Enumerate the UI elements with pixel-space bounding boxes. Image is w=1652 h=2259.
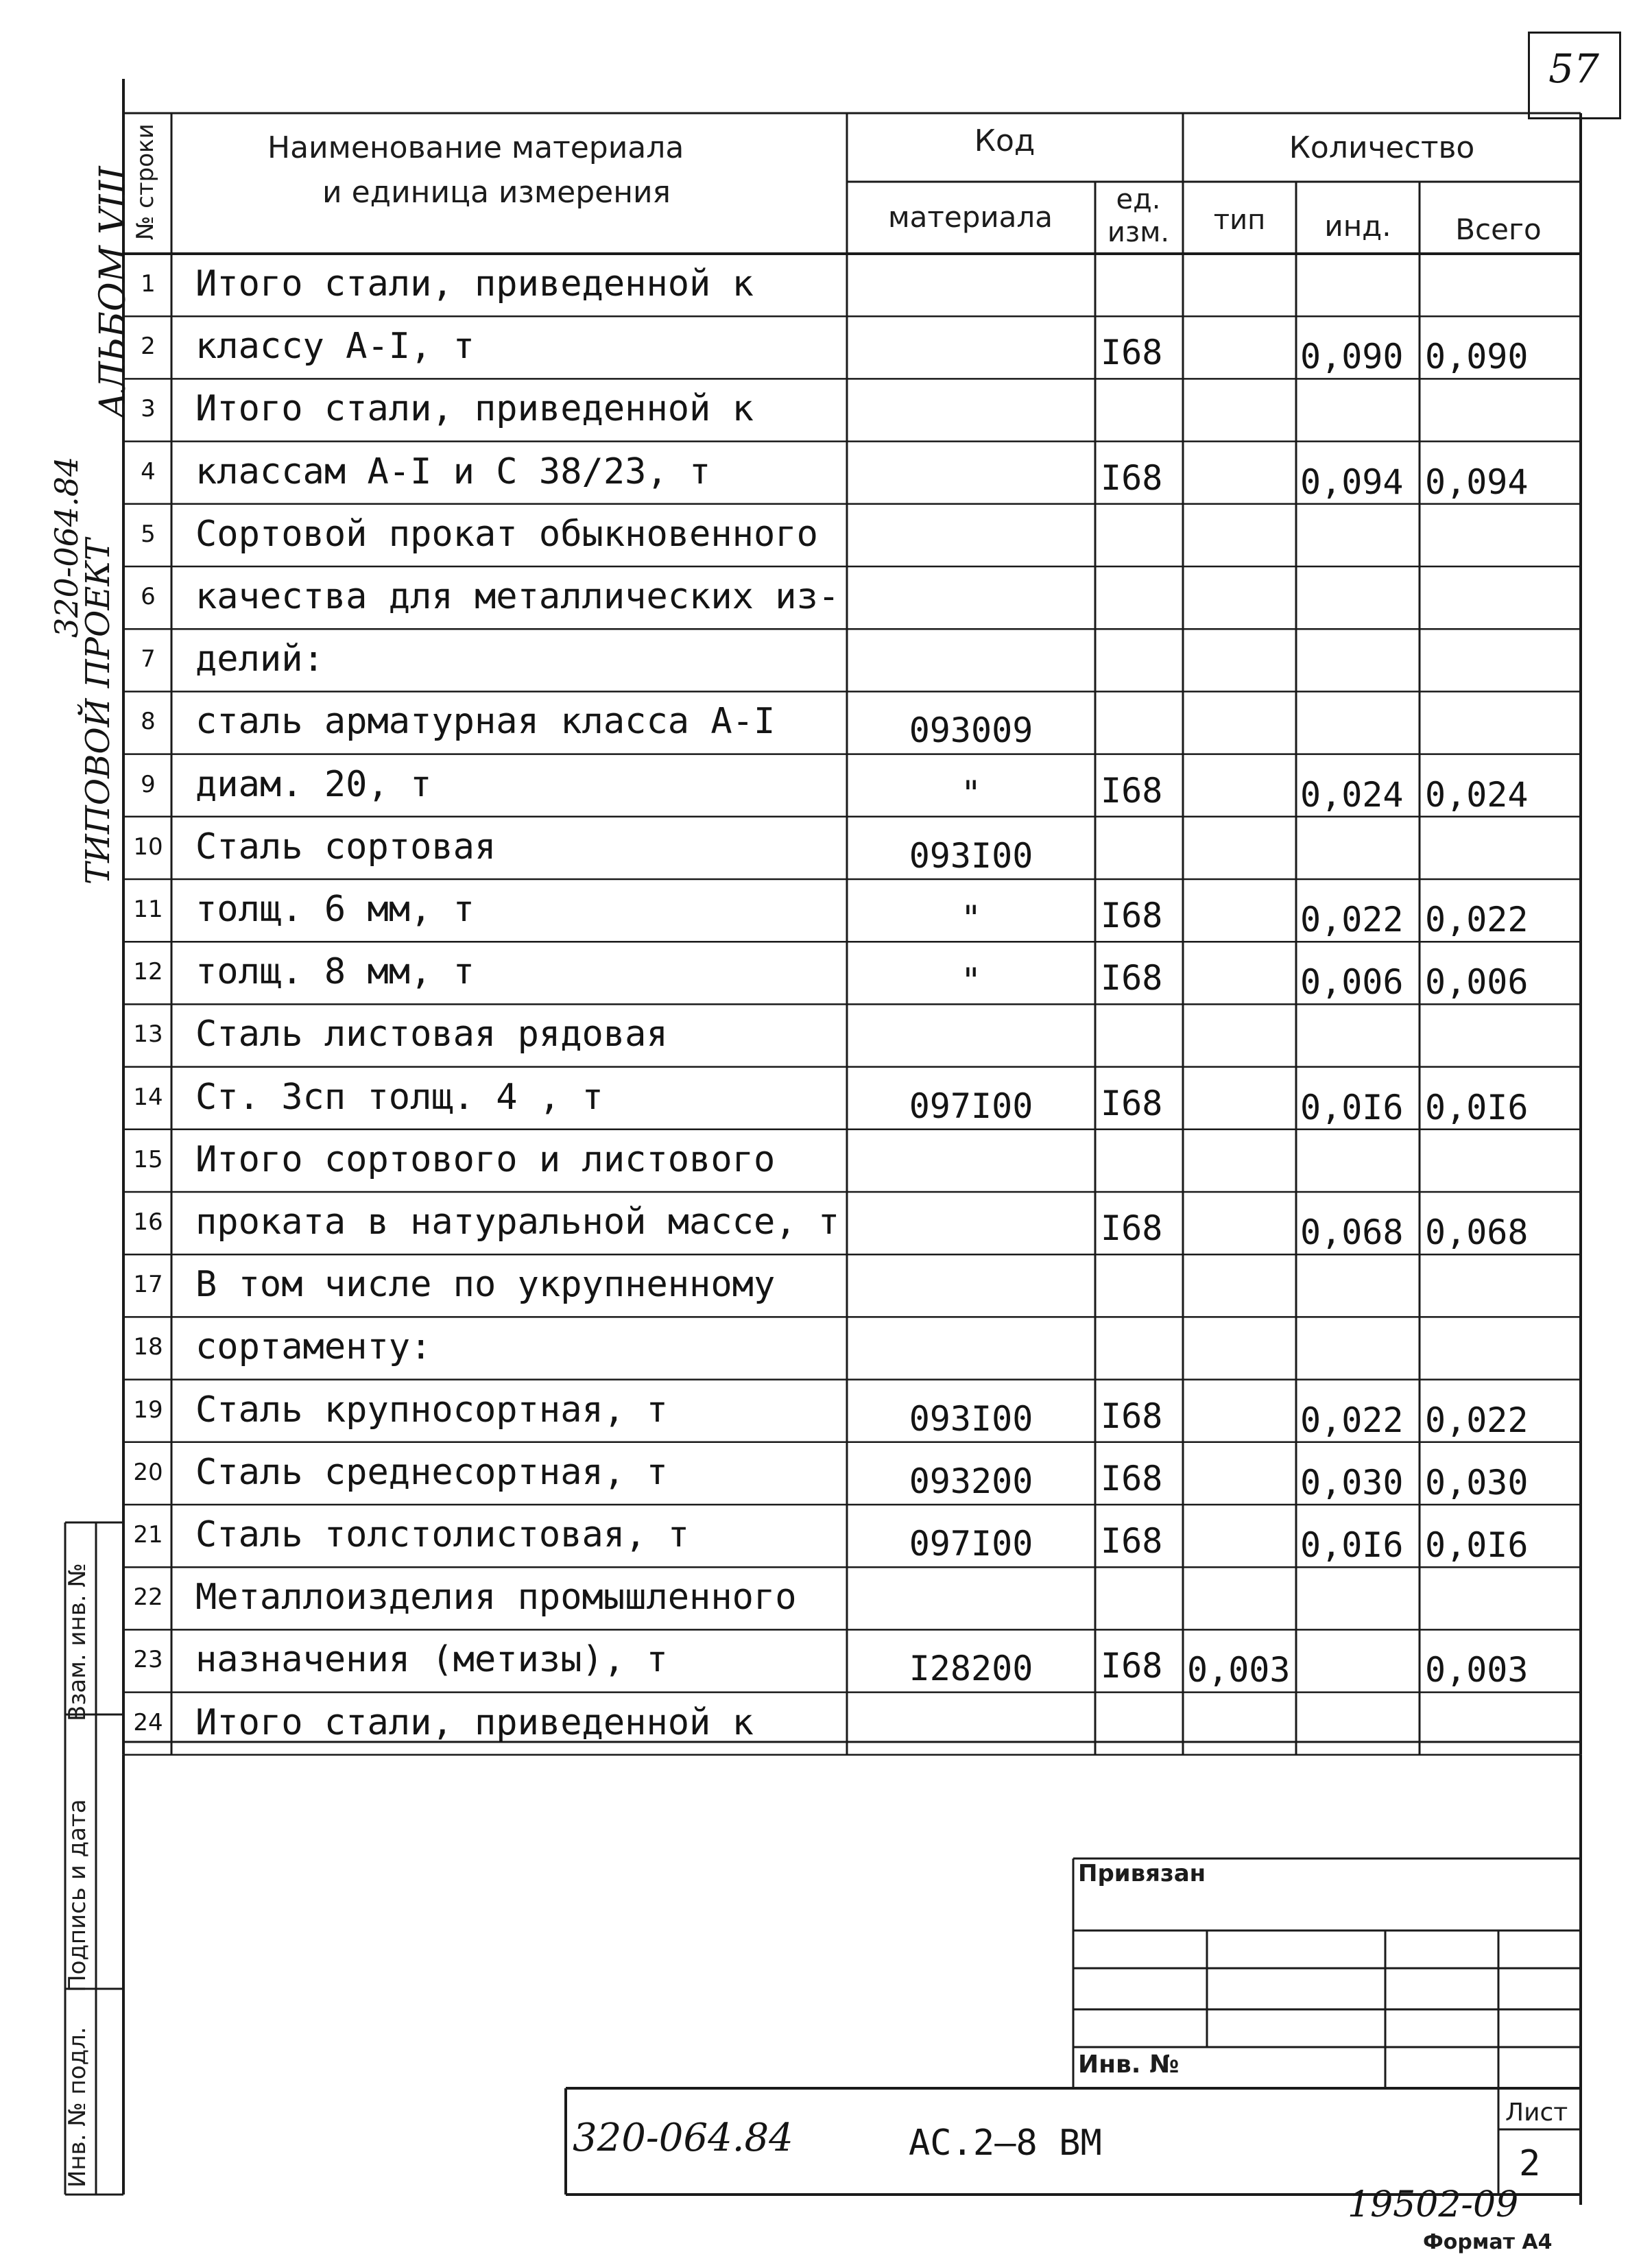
header-code-group: Код <box>974 123 1036 158</box>
row-name: назначения (метизы), т <box>195 1639 668 1681</box>
row-number: 8 <box>141 708 156 736</box>
row-number: 2 <box>141 333 156 361</box>
row-name: Ст. 3сп толщ. 4 , т <box>195 1076 603 1118</box>
row-code: 093I00 <box>909 1398 1033 1439</box>
row-code: 097I00 <box>909 1086 1033 1126</box>
row-total: 0,022 <box>1425 1400 1529 1440</box>
row-unit: I68 <box>1101 457 1163 498</box>
row-unit: I68 <box>1101 770 1163 811</box>
row-number: 5 <box>141 520 156 548</box>
row-ind: 0,030 <box>1300 1462 1404 1503</box>
stamp-vzam-label: Взам. инв. № <box>64 1563 91 1721</box>
header-typ: тип <box>1213 204 1266 236</box>
row-name: проката в натуральной массе, т <box>195 1202 840 1243</box>
row-name: толщ. 6 мм, т <box>195 889 475 930</box>
row-number: 19 <box>133 1396 163 1424</box>
row-name: сталь арматурная класса А-I <box>195 701 776 743</box>
row-number: 14 <box>133 1083 163 1111</box>
row-unit: I68 <box>1101 896 1163 935</box>
row-number: 7 <box>141 645 156 673</box>
header-material: материала <box>887 200 1053 234</box>
row-ind: 0,022 <box>1300 900 1404 940</box>
doc-code-note: 320-064.84 <box>48 456 85 638</box>
row-ind: 0,022 <box>1300 1400 1404 1440</box>
project-type-note: ТИПОВОЙ ПРОЕКТ <box>79 538 117 885</box>
row-total: 0,030 <box>1425 1462 1529 1503</box>
privyazan-label: Привязан <box>1078 1860 1206 1887</box>
row-unit: I68 <box>1101 1521 1163 1561</box>
row-ind: 0,024 <box>1300 774 1404 815</box>
row-name: Сталь сортовая <box>195 826 496 868</box>
row-unit: I68 <box>1101 333 1163 373</box>
row-number: 22 <box>133 1583 163 1612</box>
row-unit: I68 <box>1101 1396 1163 1436</box>
row-code: I28200 <box>909 1649 1033 1689</box>
album-note: АЛЬБОМ VIII <box>93 166 134 418</box>
inv-no-label: Инв. № <box>1078 2051 1180 2079</box>
row-number: 9 <box>141 770 156 798</box>
row-name: диам. 20, т <box>195 763 432 805</box>
project-code-handwritten: 320-064.84 <box>573 2116 793 2160</box>
header-ind: инд. <box>1324 209 1391 243</box>
row-ind: 0,006 <box>1300 962 1404 1003</box>
row-name: Сталь листовая рядовая <box>195 1014 668 1055</box>
header-unit-line1: ед. <box>1116 184 1161 215</box>
bottom-note: 19502-09 <box>1348 2184 1519 2225</box>
row-total: 0,003 <box>1425 1650 1529 1690</box>
row-name: Металлоизделия промышленного <box>195 1577 797 1618</box>
doc-designation: АС.2–8 ВМ <box>909 2123 1102 2164</box>
row-unit: I68 <box>1101 1208 1163 1248</box>
row-number: 20 <box>133 1458 163 1486</box>
row-name: толщ. 8 мм, т <box>195 951 475 993</box>
row-ind: 0,094 <box>1300 462 1404 502</box>
row-number: 1 <box>141 270 156 298</box>
row-number: 23 <box>133 1646 163 1674</box>
sheet-label: Лист <box>1505 2099 1568 2127</box>
row-name: сортаменту: <box>195 1326 432 1368</box>
row-number: 21 <box>133 1521 163 1549</box>
row-total: 0,024 <box>1425 774 1529 815</box>
row-total: 0,094 <box>1425 462 1529 502</box>
format-label: Формат А4 <box>1423 2230 1553 2254</box>
row-name: Сталь среднесортная, т <box>195 1451 668 1493</box>
page-number: 57 <box>1548 45 1599 92</box>
row-code: " <box>960 898 982 938</box>
row-code: 097I00 <box>909 1524 1033 1564</box>
row-name: В том числе по укрупненному <box>195 1264 776 1306</box>
row-ind: 0,090 <box>1300 337 1404 377</box>
row-typ: 0,003 <box>1187 1650 1291 1690</box>
row-number: 13 <box>133 1020 163 1049</box>
header-total: Всего <box>1455 213 1542 246</box>
row-number: 4 <box>141 457 156 486</box>
stamp-inv-podl-label: Инв. № подл. <box>64 2027 91 2188</box>
row-number: 3 <box>141 395 156 423</box>
row-unit: I68 <box>1101 958 1163 999</box>
stamp-podpis-label: Подпись и дата <box>64 1799 91 1992</box>
row-name: классам А-I и С 38/23, т <box>195 451 711 492</box>
row-name: Сталь крупносортная, т <box>195 1389 668 1431</box>
row-ind: 0,0I6 <box>1300 1087 1404 1127</box>
row-name: Итого сортового и листового <box>195 1138 776 1180</box>
row-name: Сортовой прокат обыкновенного <box>195 513 818 555</box>
row-name: Итого стали, приведенной к <box>195 1701 754 1743</box>
header-quantity-group: Количество <box>1289 130 1475 165</box>
row-number: 24 <box>133 1708 163 1736</box>
row-number: 18 <box>133 1333 163 1361</box>
row-number: 12 <box>133 958 163 986</box>
row-code: 093009 <box>909 710 1033 751</box>
row-number: 11 <box>133 896 163 923</box>
row-total: 0,068 <box>1425 1212 1529 1252</box>
row-unit: I68 <box>1101 1646 1163 1686</box>
row-code: " <box>960 961 982 1001</box>
header-name-line1: Наименование материала <box>267 130 684 165</box>
header-unit-line2: изм. <box>1107 217 1170 248</box>
row-total: 0,0I6 <box>1425 1087 1529 1127</box>
row-total: 0,090 <box>1425 337 1529 377</box>
row-unit: I68 <box>1101 1458 1163 1498</box>
row-name: Итого стали, приведенной к <box>195 263 754 304</box>
sheet-number: 2 <box>1519 2143 1541 2184</box>
header-rownum: № строки <box>132 123 159 240</box>
row-name: Итого стали, приведенной к <box>195 388 754 430</box>
row-number: 6 <box>141 583 156 610</box>
row-total: 0,006 <box>1425 962 1529 1003</box>
row-number: 16 <box>133 1208 163 1236</box>
row-total: 0,0I6 <box>1425 1525 1529 1565</box>
row-total: 0,022 <box>1425 900 1529 940</box>
header-name-line2: и единица измерения <box>322 175 671 210</box>
row-code: " <box>960 773 982 813</box>
row-code: 093I00 <box>909 835 1033 876</box>
row-ind: 0,0I6 <box>1300 1525 1404 1565</box>
row-number: 10 <box>133 833 163 861</box>
row-code: 093200 <box>909 1461 1033 1501</box>
row-name: Сталь толстолистовая, т <box>195 1514 690 1555</box>
row-number: 15 <box>133 1145 163 1173</box>
row-name: классу А-I, т <box>195 326 475 368</box>
row-ind: 0,068 <box>1300 1212 1404 1252</box>
row-name: делий: <box>195 638 324 680</box>
row-number: 17 <box>133 1271 163 1299</box>
row-unit: I68 <box>1101 1083 1163 1123</box>
row-name: качества для металлических из- <box>195 576 840 617</box>
